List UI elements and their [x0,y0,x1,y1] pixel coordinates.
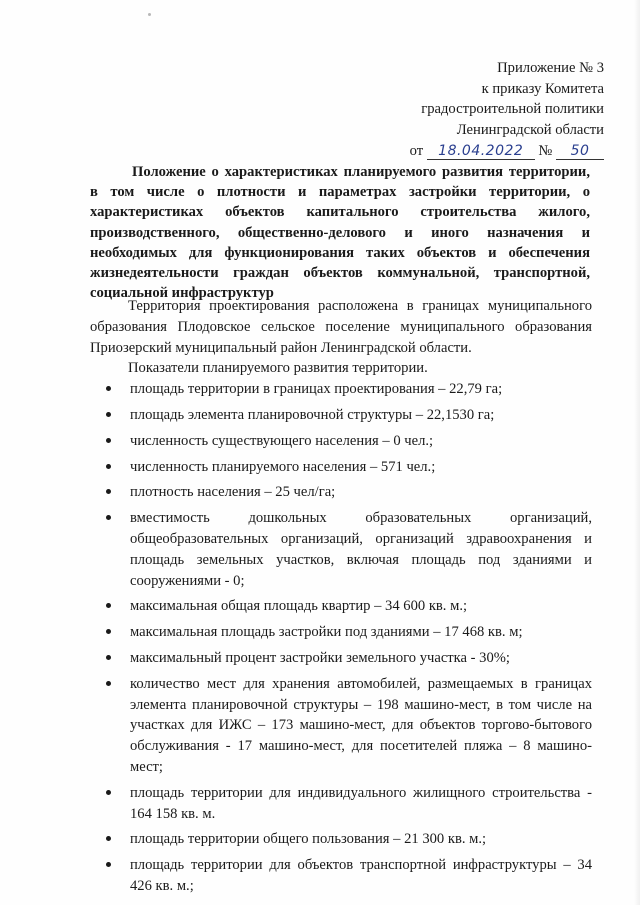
indicators-list [90,379,592,897]
bullet-icon [106,438,111,443]
bullet-icon [106,412,111,417]
appendix-region: Ленинградской области [456,121,604,138]
bullet-icon [106,464,111,469]
list-item: максимальная площадь застройки под зданиями – 17 468 кв. м; [90,622,592,643]
appendix-date-row [410,141,604,162]
bullet-icon [106,790,111,795]
list-item: вместимость дошкольных образовательных организаций, общеобразовательных организаций, организаций здравоохранения и площадь земельных участков, включая площадь под зданиями и сооружениями - 0; [90,508,592,591]
intro-paragraph: Территория проектирования расположена в границах муниципального образования Плодовское сельское поселение муниципального образования Приозерский муниципальный район Ленинградской области. [90,298,592,356]
bullet-icon [106,603,111,608]
appendix-header [410,58,604,162]
number-label: № [538,143,553,159]
appendix-committee: градостроительной политики [421,101,604,117]
bullet-icon [106,515,111,520]
bullet-icon [106,386,111,391]
handwritten-order-number: 50 [556,143,604,160]
bullet-icon [106,629,111,634]
document-title [90,162,590,303]
bullet-icon [106,836,111,841]
list-item: численность планируемого населения – 571 чел.; [90,457,592,478]
indicators-heading: Показатели планируемого развития территории. [128,360,428,377]
title-text: Положение о характеристиках планируемого развития территории, в том числе о плотности и параметрах застройки территории, о характеристиках объектов капитального строительства жилого, производственного, общественно-делового и иного назначения и необходимых для функционирования таких объектов и обеспечения жизнедеятельности граждан объектов коммунальной, транспортной, социальной инфраструктур [90,164,590,302]
list-item: численность существующего населения – 0 чел.; [90,431,592,452]
list-item: плотность населения – 25 чел/га; [90,482,592,503]
list-item: площадь территории в границах проектирования – 22,79 га; [90,379,592,400]
handwritten-date: 18.04.2022 [427,143,535,160]
page-edge-shadow [634,0,640,905]
list-item: площадь территории для объектов транспортной инфраструктуры – 34 426 кв. м.; [90,855,592,897]
list-item: максимальный процент застройки земельного участка - 30%; [90,648,592,669]
list-item: площадь территории общего пользования – 21 300 кв. м.; [90,829,592,850]
bullet-icon [106,862,111,867]
list-item: площадь территории для индивидуального жилищного строительства - 164 158 кв. м. [90,783,592,825]
appendix-order-ref: к приказу Комитета [481,80,604,97]
appendix-number: Приложение № 3 [497,60,604,76]
scan-speck [148,13,151,16]
bullet-icon [106,489,111,494]
list-item: площадь элемента планировочной структуры – 22,1530 га; [90,405,592,426]
from-label: от [409,143,424,159]
list-item: количество мест для хранения автомобилей, размещаемых в границах элемента планировочной структуры – 198 машино-мест, в том числе на участках для ИЖС – 173 машино-мест, для объектов торгово-бытового обслуживания - 17 машино-мест, для посетителей пляжа – 8 машино-мест; [90,674,592,778]
bullet-icon [106,681,111,686]
document-body [90,296,592,902]
list-item: максимальная общая площадь квартир – 34 600 кв. м.; [90,596,592,617]
bullet-icon [106,655,111,660]
